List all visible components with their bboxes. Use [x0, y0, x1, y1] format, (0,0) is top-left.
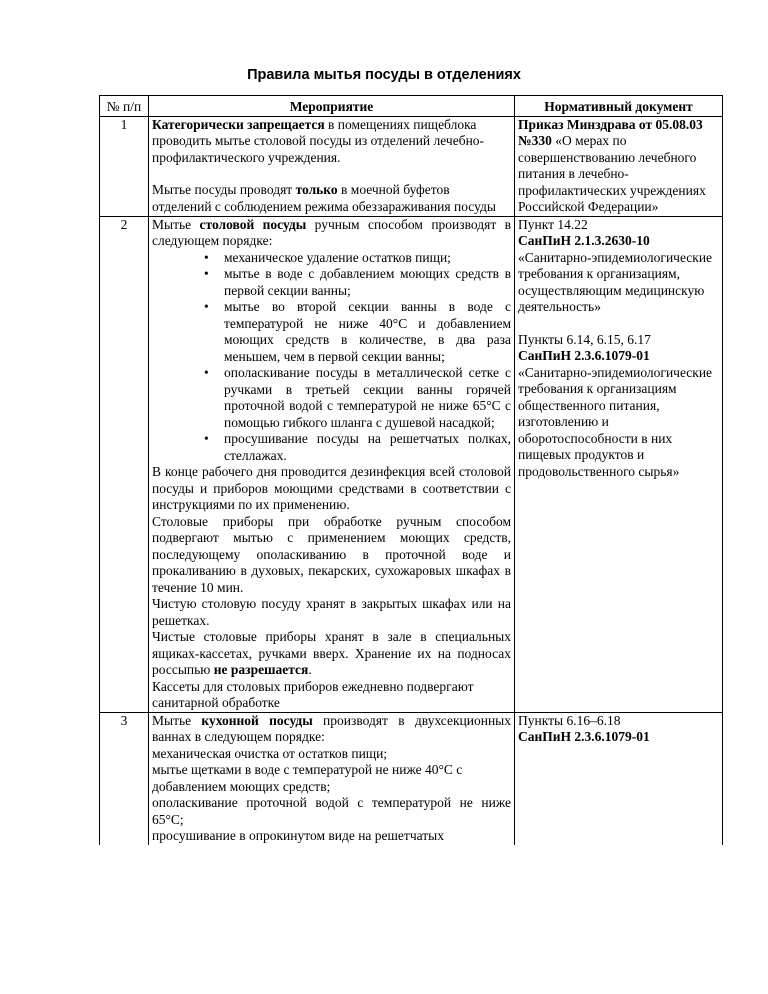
event-paragraph: Чистую столовую посуду хранят в закрытых шкафах или на решетках. [152, 596, 511, 628]
event-paragraph: В конце рабочего дня проводится дезинфекция всей столовой посуды и приборов моющими средствами в соответствии с инструкциями по их применению. [152, 464, 511, 512]
table-row [100, 116, 723, 216]
table-row [100, 712, 723, 845]
emphasis-text: кухонной посуды [201, 712, 313, 728]
rules-table [99, 95, 723, 845]
event-paragraph [152, 629, 511, 679]
text: Чистые столовые приборы хранят в зале в специальных ящиках-кассетах, ручками вверх. Хранение их на подносах россыпью [152, 629, 511, 677]
doc-clause: Пункты 6.16–6.18 [518, 712, 621, 728]
event-paragraph [152, 117, 511, 167]
doc-title: СанПиН 2.3.6.1079-01 [518, 729, 650, 744]
event-line: механическая очистка от остатков пищи; [152, 745, 388, 761]
event-line: просушивание в опрокинутом виде на решетчатых [152, 828, 444, 843]
event-paragraph [152, 713, 511, 746]
event-paragraph [152, 217, 511, 250]
list-item: • просушивание посуды на решетчатых полках, стеллажах. [224, 431, 511, 464]
page-title: Правила мытья посуды в отделениях [247, 67, 521, 83]
list-item: • ополаскивание посуды в металлической сетке с ручками в третьей секции ванны горячей проточной водой с температурой не ниже 65°С с помощью гибкого шланга с душевой насадкой; [224, 365, 511, 431]
header-num: № п/п [100, 96, 149, 117]
row-number: 2 [100, 216, 149, 712]
bullet-list [152, 250, 511, 465]
row-number: 3 [100, 712, 149, 845]
doc-cell [515, 116, 723, 216]
doc-text: «О мерах по совершенствованию лечебного питания в лечебно-профилактических учреждениях Российской Федерации» [518, 133, 706, 214]
event-cell [149, 216, 515, 712]
list-item: • мытье в воде с добавлением моющих средств в первой секции ванны; [224, 266, 511, 299]
doc-text: «Санитарно-эпидемиологические требования к организациям общественного питания, изготовлению и оборотоспособности в них пищевых продуктов и продовольственного сырья» [518, 364, 713, 479]
text: Мытье [152, 712, 202, 728]
doc-title: Приказ Минздрава от 05.08.03 №330 [518, 116, 703, 148]
event-paragraph: Кассеты для столовых приборов ежедневно подвергают санитарной обработке [152, 678, 474, 710]
table-header-row [100, 96, 723, 117]
event-paragraph [152, 182, 511, 215]
emphasis-text: Категорически запрещается [152, 116, 325, 132]
doc-cell [515, 216, 723, 712]
event-line: мытье щетками в воде с температурой не ниже 40°С с добавлением моющих средств; [152, 762, 463, 794]
emphasis-text: столовой посуды [199, 216, 307, 232]
doc-clause: Пункты 6.14, 6.15, 6.17 [518, 331, 651, 347]
event-paragraph: Столовые приборы при обработке ручным способом подвергают мытью с применением моющих средств, последующему ополаскиванию в проточной воде и прокаливанию в духовых, пекарских, сухожаровых шкафах в течение 10 мин. [152, 513, 511, 595]
text: Мытье посуды проводят [152, 182, 296, 197]
text: производят в двухсекционных ваннах в следующем порядке: [152, 712, 511, 744]
header-event: Мероприятие [149, 96, 515, 117]
list-item: • мытье во второй секции ванны в воде с температурой не ниже 40°С и добавлением моющих средств в количестве, в два раза меньшем, чем в первой секции ванны; [224, 299, 511, 365]
event-cell [149, 116, 515, 216]
doc-title: СанПиН 2.1.3.2630-10 [518, 233, 650, 248]
header-doc: Нормативный документ [515, 96, 723, 117]
text: Мытье [152, 216, 200, 232]
emphasis-text: не разрешается [213, 662, 309, 677]
list-item: • механическое удаление остатков пищи; [224, 250, 511, 267]
emphasis-text: только [295, 182, 338, 197]
doc-text: «Санитарно-эпидемиологические требования к организациям, осуществляющим медицинскую деятельность» [518, 249, 713, 314]
text: . [308, 662, 312, 677]
text: ручным способом производят в следующем порядке: [152, 216, 511, 248]
table-row [100, 216, 723, 712]
doc-title: СанПиН 2.3.6.1079-01 [518, 348, 650, 363]
event-line: ополаскивание проточной водой с температурой не ниже 65°С; [152, 795, 511, 827]
text: в помещениях пищеблока проводить мытье столовой посуды из отделений лечебно-профилактического учреждения. [152, 116, 485, 165]
doc-cell [515, 712, 723, 845]
event-cell [149, 712, 515, 845]
text: в моечной буфетов отделений с соблюдением режима обеззараживания посуды [152, 182, 496, 214]
row-number: 1 [100, 116, 149, 216]
doc-clause: Пункт 14.22 [518, 216, 588, 232]
